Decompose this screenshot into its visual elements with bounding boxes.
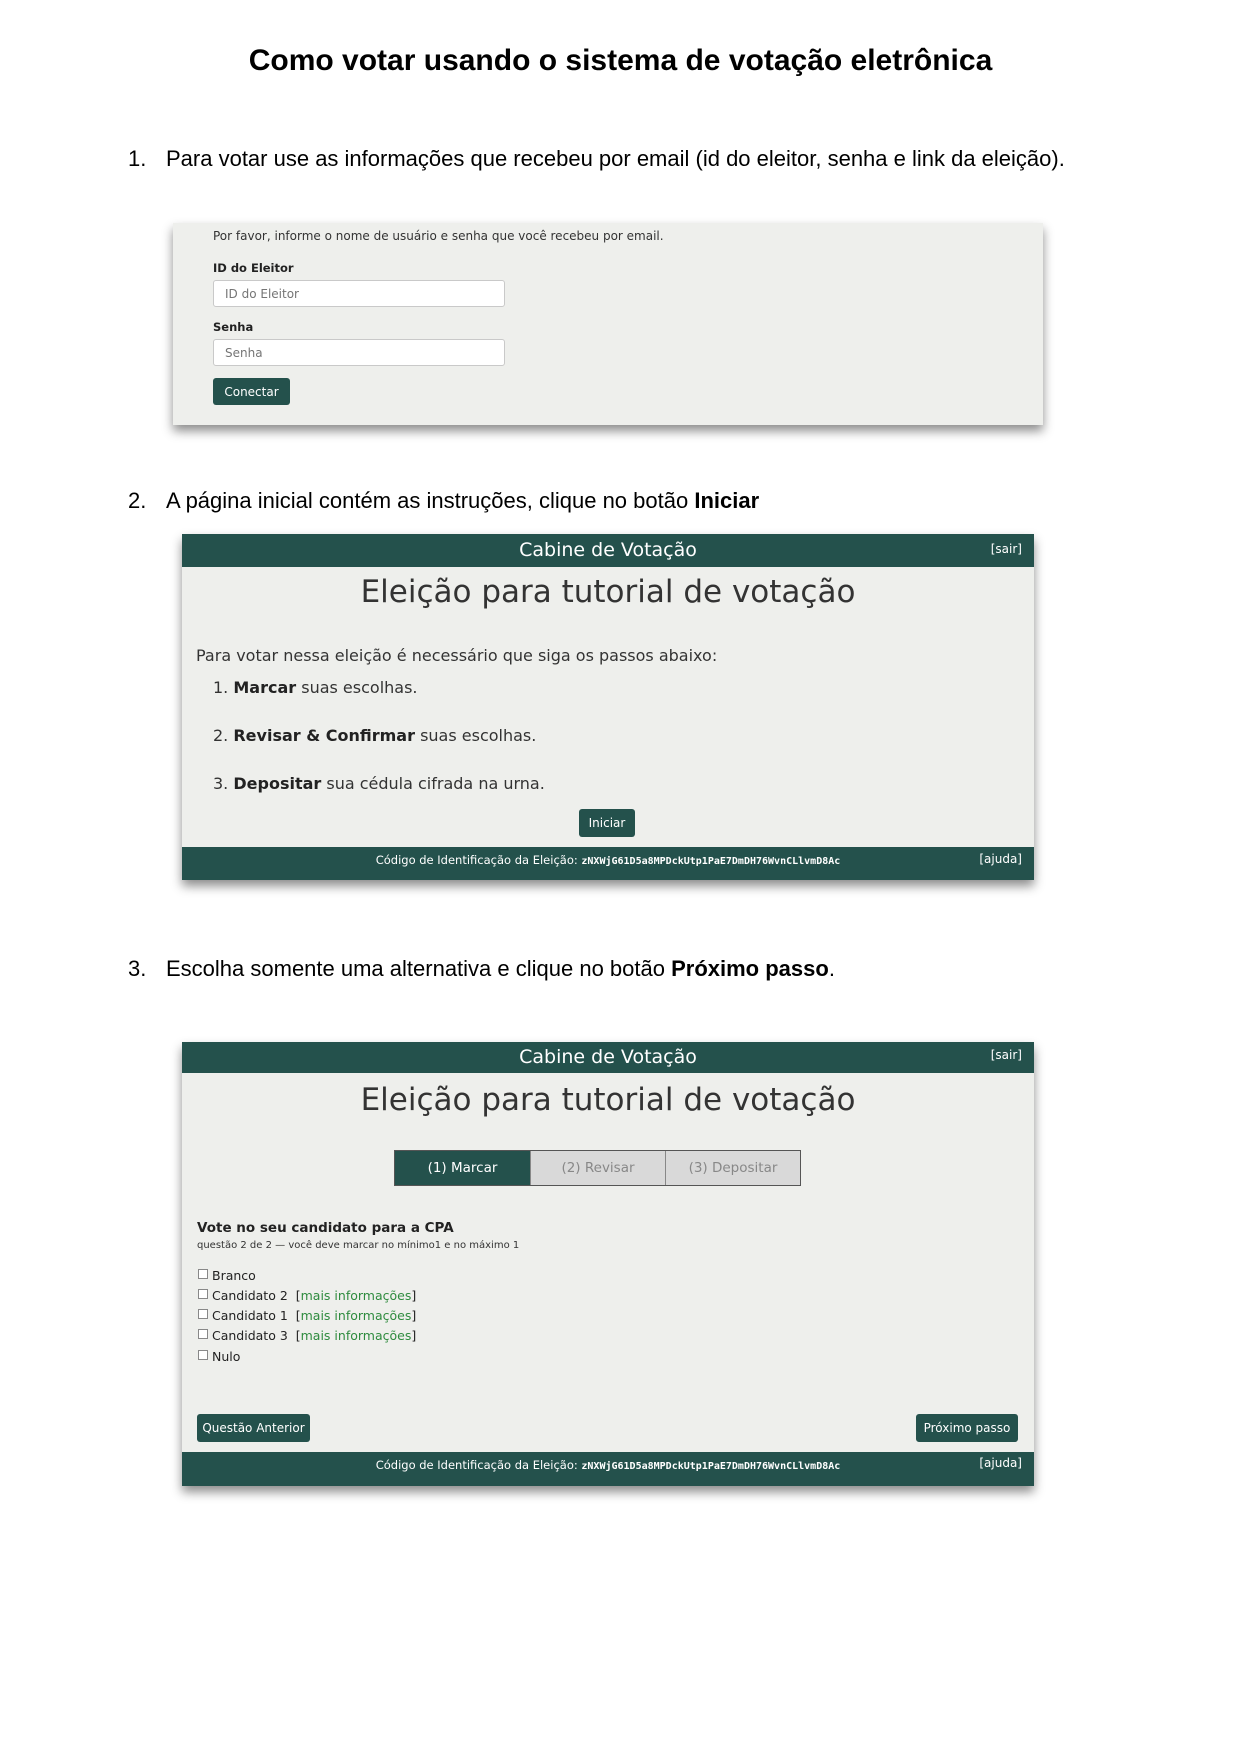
logout-link[interactable]: [sair] <box>990 542 1022 556</box>
step-text: A página inicial contém as instruções, clique no botão <box>166 488 695 513</box>
connect-button[interactable]: Conectar <box>213 378 290 405</box>
more-info-link[interactable]: mais informações <box>300 1328 412 1343</box>
step-2 <box>128 488 759 514</box>
start-screen-screenshot <box>182 534 1034 880</box>
password-input[interactable] <box>213 339 505 366</box>
booth-footer <box>182 847 1034 880</box>
election-code: Código de Identificação da Eleição: zNXWjG61D5a8MPDckUtp1PaE7DmDH76WvnCLlvmD8Ac <box>375 853 841 867</box>
question-title: Vote no seu candidato para a CPA <box>197 1220 454 1236</box>
login-screenshot <box>173 223 1043 425</box>
start-item-3: 3. Depositar sua cédula cifrada na urna. <box>213 774 545 793</box>
tab-deposit[interactable]: (3) Depositar <box>665 1151 800 1185</box>
step-3: 3. Escolha somente uma alternativa e clique no botão Próximo passo. <box>128 956 835 981</box>
booth-header <box>182 1042 1034 1073</box>
logout-link[interactable]: [sair] <box>990 1048 1022 1062</box>
option-checkbox[interactable] <box>198 1329 208 1339</box>
option-checkbox[interactable] <box>198 1289 208 1299</box>
booth-footer <box>182 1452 1034 1486</box>
step-number: 3. <box>128 956 147 981</box>
tab-review[interactable]: (2) Revisar <box>530 1151 665 1185</box>
step-bold: Iniciar <box>694 488 760 513</box>
start-item-2: 2. Revisar & Confirmar suas escolhas. <box>213 726 537 745</box>
help-link[interactable]: [ajuda] <box>979 1456 1022 1470</box>
document-title: Como votar usando o sistema de votação eletrônica <box>248 44 993 77</box>
tab-mark[interactable]: (1) Marcar <box>395 1151 530 1185</box>
login-intro: Por favor, informe o nome de usuário e senha que você recebeu por email. <box>213 229 664 243</box>
option-candidato-1[interactable]: Candidato 1 [ mais informações ] <box>198 1308 416 1323</box>
more-info-link[interactable]: mais informações <box>300 1308 412 1323</box>
election-title: Eleição para tutorial de votação <box>360 574 856 610</box>
next-step-button[interactable]: Próximo passo <box>916 1414 1018 1442</box>
step-tabs <box>394 1150 801 1186</box>
election-title: Eleição para tutorial de votação <box>360 1082 856 1118</box>
option-candidato-3[interactable]: Candidato 3 [ mais informações ] <box>198 1328 416 1343</box>
step-bold: Próximo passo <box>671 956 829 981</box>
booth-header <box>182 534 1034 567</box>
password-label: Senha <box>213 320 254 334</box>
option-branco[interactable]: Branco <box>198 1268 256 1283</box>
step-1 <box>128 146 1065 172</box>
booth-title: Cabine de Votação <box>519 1046 697 1068</box>
step-text: Para votar use as informações que recebeu por email (id do eleitor, senha e link da eleição). <box>166 146 1065 171</box>
option-checkbox[interactable] <box>198 1350 208 1360</box>
start-item-1: 1. Marcar suas escolhas. <box>213 678 418 697</box>
booth-title: Cabine de Votação <box>519 539 697 561</box>
voter-id-label: ID do Eleitor <box>213 261 294 275</box>
option-checkbox[interactable] <box>198 1309 208 1319</box>
question-subtitle: questão 2 de 2 — você deve marcar no mínimo1 e no máximo 1 <box>197 1240 520 1251</box>
more-info-link[interactable]: mais informações <box>300 1288 412 1303</box>
step-text: Escolha somente uma alternativa e clique no botão <box>166 956 672 981</box>
option-nulo[interactable]: Nulo <box>198 1349 240 1364</box>
option-checkbox[interactable] <box>198 1269 208 1279</box>
election-code: Código de Identificação da Eleição: zNXWjG61D5a8MPDckUtp1PaE7DmDH76WvnCLlvmD8Ac <box>375 1458 841 1472</box>
step-number: 1. <box>128 146 147 171</box>
start-intro: Para votar nessa eleição é necessário que siga os passos abaixo: <box>196 646 718 665</box>
option-candidato-2[interactable]: Candidato 2 [ mais informações ] <box>198 1288 416 1303</box>
start-button[interactable]: Iniciar <box>579 809 635 837</box>
step-number: 2. <box>128 488 147 513</box>
ballot-screen-screenshot <box>182 1042 1034 1486</box>
voter-id-input[interactable] <box>213 280 505 307</box>
help-link[interactable]: [ajuda] <box>979 852 1022 866</box>
previous-question-button[interactable]: Questão Anterior <box>197 1414 310 1442</box>
